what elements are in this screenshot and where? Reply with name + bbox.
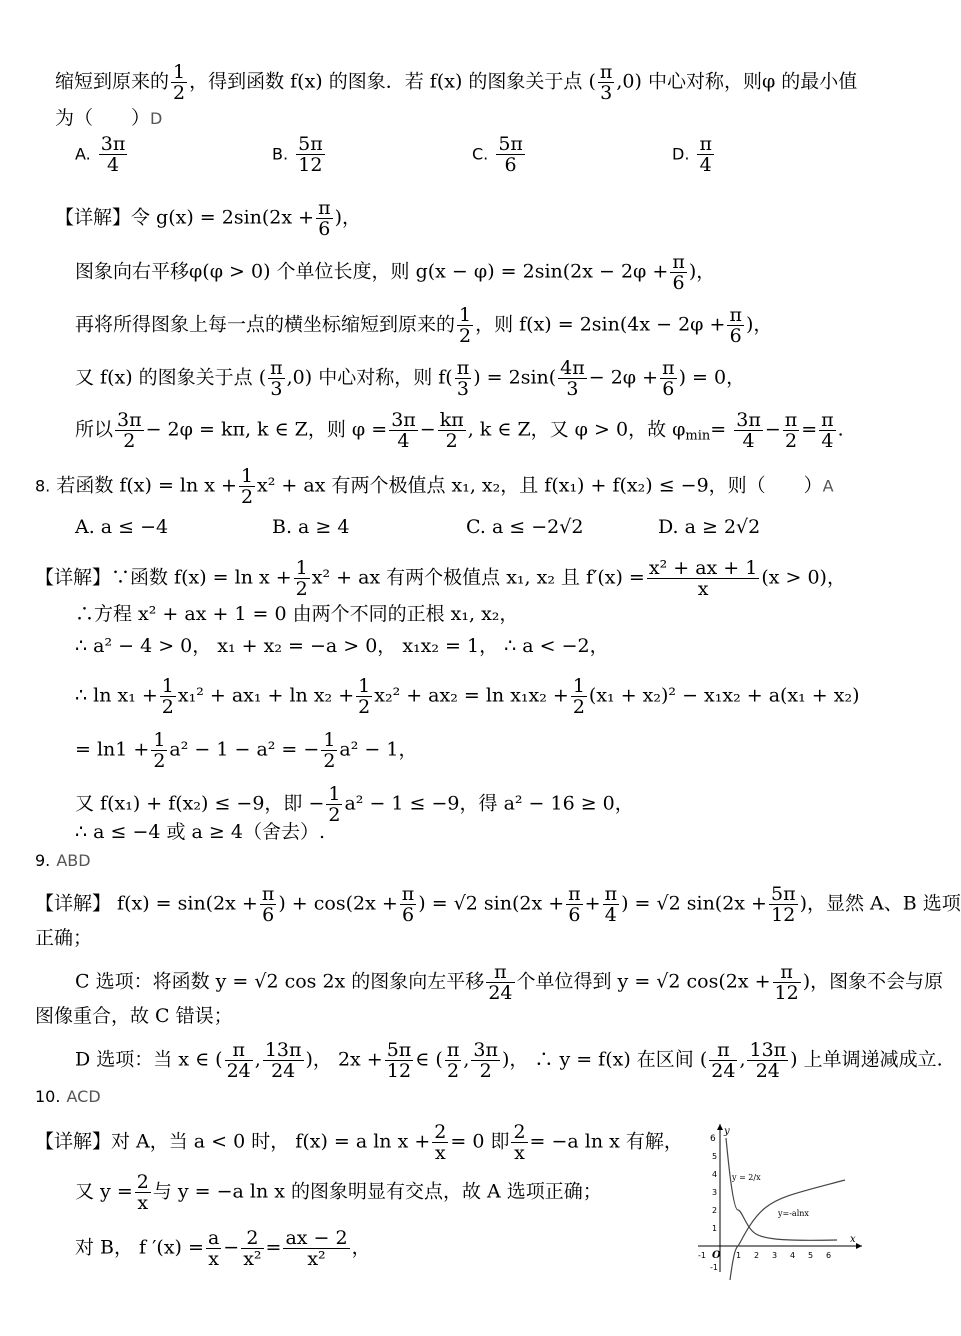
q7-solution-line2: 图象向右平移φ(φ > 0) 个单位长度，则 g(x − φ) = 2sin(2x − 2φ + $\frac{\pi}{6}$ )， bbox=[75, 251, 716, 294]
q8-number: 8. bbox=[35, 476, 51, 496]
q10-number: 10. bbox=[35, 1087, 61, 1106]
q9-solution-line2: 正确； bbox=[35, 927, 93, 949]
q10-answer: ACD bbox=[66, 1087, 101, 1106]
x-tick: 4 bbox=[790, 1251, 796, 1260]
q8-solution-line3: ∴ a² − 4 > 0， x₁ + x₂ = −a > 0， x₁x₂ = 1， ∴ a < −2， bbox=[75, 635, 609, 657]
q7-stem-line1: 缩短到原来的 $\frac{1}{2}$ ，得到函数 f(x) 的图象．若 f(x) 的图象关于点 ( $\frac{\pi}{3}$ ,0) 中心对称，则φ 的最小值 bbox=[55, 61, 858, 104]
curve-inverse bbox=[726, 1138, 837, 1240]
q7-solution-line4: 又 f(x) 的图象关于点 ( $\frac{\pi}{3}$ ,0) 中心对称，则 f( $\frac{\pi}{3}$ ) = 2sin( $\frac{4\pi}{3}$ − 2φ + $\frac{\pi}{6}$ ) = 0， bbox=[75, 357, 746, 400]
x-tick: 1 bbox=[736, 1251, 742, 1260]
q7-solution-line3: 再将所得图象上每一点的横坐标缩短到原来的 $\frac{1}{2}$ ，则 f(x) = 2sin(4x − 2φ + $\frac{\pi}{6}$ )， bbox=[75, 304, 773, 347]
q8-option-d: D. a ≥ 2√2 bbox=[658, 516, 761, 538]
q7-option-b: B. $\frac{5\pi}{12}$ bbox=[272, 133, 323, 176]
q7-stem-text-2: 为（ ） bbox=[55, 107, 151, 129]
q9-solution-line1: 【详解】 f(x) = sin(2x + $\frac{\pi}{6}$ ) + cos(2x + $\frac{\pi}{6}$ ) = √2 sin(2x + $\frac{\pi}{6}$ + $\frac{\pi}{4}$ ) = √2 sin(2x + $\frac{5\pi}{12}$ )，显然 A、B 选项 bbox=[35, 883, 961, 926]
q10-solution-line1: 【详解】对 A，当 a < 0 时， f(x) = a ln x + $\frac{2}{x}$ = 0 即 $\frac{2}{x}$ = −a ln x 有解， bbox=[35, 1121, 683, 1164]
q10-solution-line3: 对 B， f ′(x) = $\frac{a}{x}$ − $\frac{2}{\text{x²}}$ = $\frac{ax - 2}{\text{x²}}$ ， bbox=[75, 1227, 371, 1270]
curve-log bbox=[730, 1180, 845, 1280]
q8-solution-line7: ∴ a ≤ −4 或 a ≥ 4（舍去）. bbox=[75, 821, 325, 843]
origin-label: O bbox=[712, 1250, 721, 1261]
q7-stem-text-c: ,0) 中心对称，则φ 的最小值 bbox=[616, 70, 858, 93]
q7-solution-line1: 【详解】令 g(x) = 2sin(2x + $\frac{\pi}{6}$ )， bbox=[55, 197, 361, 240]
x-tick: 2 bbox=[754, 1251, 760, 1260]
q8-option-b: B. a ≥ 4 bbox=[272, 516, 350, 538]
x-tick: 3 bbox=[772, 1251, 778, 1260]
x-tick: 6 bbox=[826, 1251, 832, 1260]
fraction-half: $\frac{1}{2}$ bbox=[173, 61, 186, 104]
q7-option-d: D. $\frac{\pi}{4}$ bbox=[672, 133, 712, 176]
x-tick: 5 bbox=[808, 1251, 814, 1260]
y-axis-label: y bbox=[724, 1126, 730, 1137]
y-tick: 1 bbox=[712, 1224, 718, 1233]
q7-stem-text-b: ，得到函数 f(x) 的图象．若 f(x) 的图象关于点 bbox=[189, 70, 583, 93]
q8-solution-line4: ∴ ln x₁ + $\frac{1}{2}$ x₁² + ax₁ + ln x₂ + $\frac{1}{2}$ x₂² + ax₂ = ln x₁x₂ + $\frac{1}{2}$ (x₁ + x₂)² − x₁x₂ + a(x₁ + x₂) bbox=[75, 675, 860, 718]
function-graph bbox=[690, 1120, 870, 1280]
q7-option-c: C. $\frac{5\pi}{6}$ bbox=[472, 133, 523, 176]
q10-header bbox=[35, 1084, 101, 1109]
q10-solution-line2: 又 y = $\frac{2}{x}$ 与 y = −a ln x 的图象明显有交点，故 A 选项正确； bbox=[75, 1171, 602, 1214]
q7-option-a: A. $\frac{3\pi}{4}$ bbox=[75, 133, 126, 176]
curve-inverse-label: y = 2/x bbox=[732, 1173, 761, 1182]
q8-option-c: C. a ≤ −2√2 bbox=[466, 516, 584, 538]
q9-solution-line5: D 选项：当 x ∈ ( $\frac{\pi}{24}$ , $\frac{13\pi}{24}$ )， 2x + $\frac{5\pi}{12}$ ∈ ( $\frac{\pi}{2}$ , $\frac{3\pi}{2}$ )， ∴ y = f(x) 在区间 ( $\frac{\pi}{24}$ , $\frac{13\pi}{24}$ ) 上单调递减成立. bbox=[75, 1039, 943, 1082]
q9-solution-line4: 图像重合，故 C 错误； bbox=[35, 1005, 233, 1027]
q9-header bbox=[35, 848, 91, 873]
curve-log-label: y=-alnx bbox=[778, 1209, 809, 1218]
y-tick: 2 bbox=[712, 1206, 718, 1215]
q7-answer: D bbox=[150, 109, 163, 128]
q7-solution-line5: 所以 $\frac{3\pi}{2}$ − 2φ = kπ, k ∈ Z，则 φ = $\frac{3\pi}{4}$ − $\frac{k\pi}{2}$ , k ∈ Z，又 φ > 0，故 $\varphi_{min}=$ $\frac{3\pi}{4}$ − $\frac{\pi}{2}$ = $\frac{\pi}{4}$ . bbox=[75, 409, 844, 452]
q9-number: 9. bbox=[35, 851, 51, 870]
fraction-pi-3: $\frac{\pi}{3}$ bbox=[599, 61, 613, 104]
y-tick: -1 bbox=[710, 1263, 718, 1272]
q8-solution-line2: ∴方程 x² + ax + 1 = 0 由两个不同的正根 x₁, x₂， bbox=[75, 603, 519, 625]
q7-stem-line2 bbox=[55, 106, 162, 131]
q9-answer: ABD bbox=[56, 851, 91, 870]
x-tick: -1 bbox=[698, 1251, 706, 1260]
q7-stem-text-a: 缩短到原来的 bbox=[55, 70, 170, 93]
y-tick: 3 bbox=[712, 1188, 718, 1197]
q8-option-a: A. a ≤ −4 bbox=[75, 516, 169, 538]
q9-solution-line3: C 选项：将函数 y = √2 cos 2x 的图象向左平移 $\frac{\pi}{24}$ 个单位得到 y = √2 cos(2x + $\frac{\pi}{12}$ )，图象不会与原 bbox=[75, 961, 944, 1004]
y-tick: 5 bbox=[712, 1152, 718, 1161]
q8-solution-line1: 【详解】∵函数 f(x) = ln x + $\frac{1}{2}$ x² + ax 有两个极值点 x₁, x₂ 且 f′(x) = $\frac{\text{x² + ax + 1}}{x}$ (x > 0)， bbox=[35, 557, 846, 600]
q8-solution-line6: 又 f(x₁) + f(x₂) ≤ −9，即 − $\frac{1}{2}$ a² − 1 ≤ −9，得 a² − 16 ≥ 0， bbox=[75, 783, 634, 826]
q8-stem: 8. 若函数 f(x) = ln x + $\frac{1}{2}$ x² + ax 有两个极值点 x₁, x₂，且 f(x₁) + f(x₂) ≤ −9，则（ ）A bbox=[35, 465, 834, 508]
x-axis-label: x bbox=[850, 1234, 856, 1245]
y-tick: 6 bbox=[710, 1134, 716, 1144]
y-tick: 4 bbox=[712, 1170, 718, 1179]
x-axis-arrow-icon bbox=[856, 1243, 862, 1249]
y-axis-arrow-icon bbox=[717, 1124, 723, 1130]
q8-solution-line5: = ln1 + $\frac{1}{2}$ a² − 1 − a² = − $\frac{1}{2}$ a² − 1， bbox=[75, 729, 418, 772]
q8-answer: A bbox=[822, 476, 834, 496]
